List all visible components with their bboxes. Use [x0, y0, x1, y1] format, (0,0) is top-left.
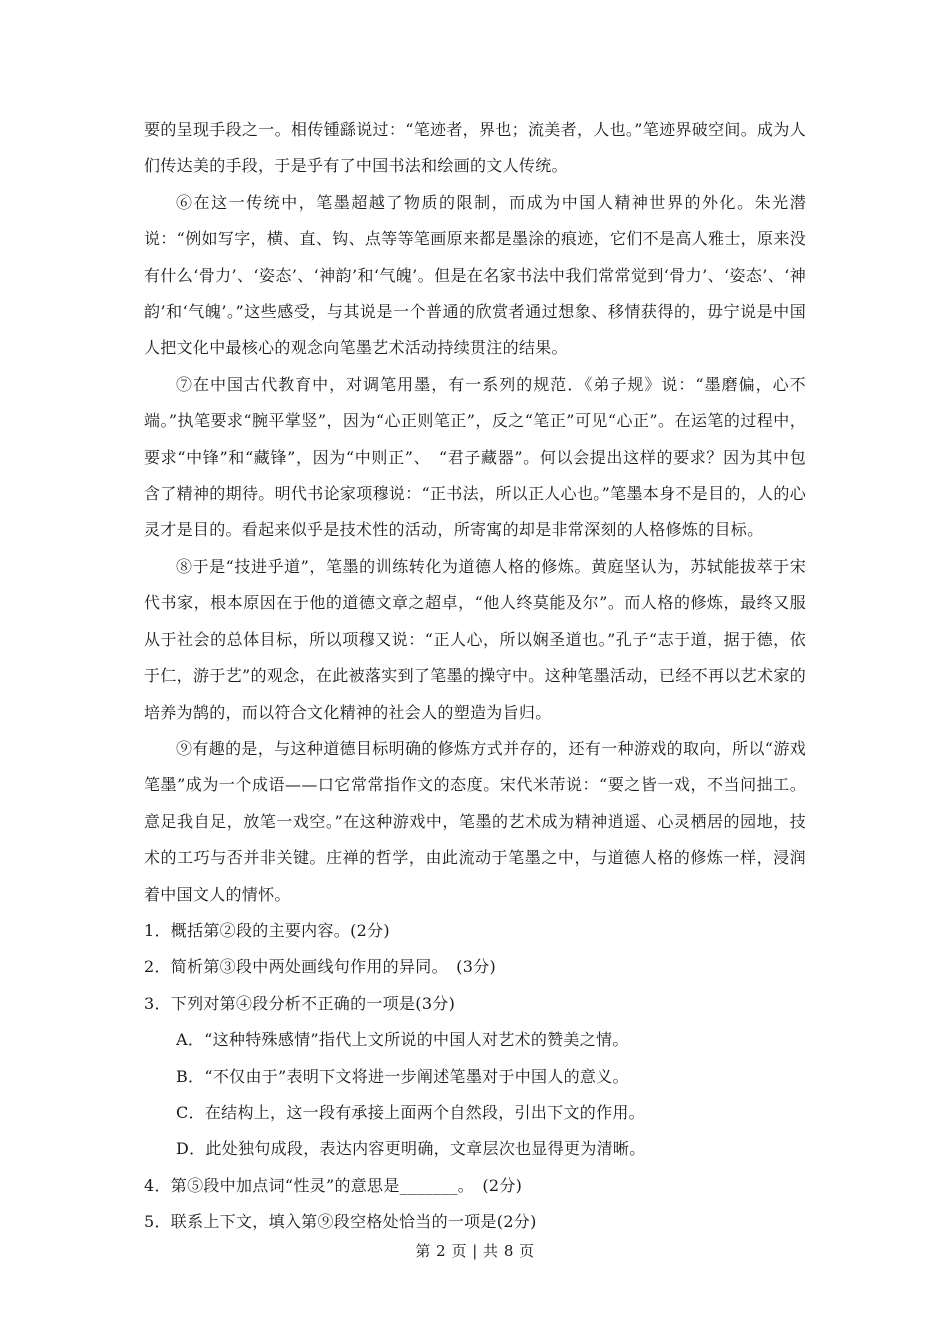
- question-5: 5．联系上下文，填入第⑨段空格处恰当的一项是(2分): [144, 1212, 537, 1232]
- option-a: A．“这种特殊感情”指代上文所说的中国人对艺术的赞美之情。: [176, 1030, 629, 1050]
- page-footer: 第 2 页 | 共 8 页: [415, 1242, 535, 1260]
- paragraph-continued: 要的呈现手段之一。相传锺繇说过：“笔迹者，界也；流美者，人也。”笔迹界破空间。成为人们传达美的手段，于是乎有了中国书法和绘画的文人传统。: [144, 120, 806, 176]
- option-d: D．此处独句成段，表达内容更明确，文章层次也显得更为清晰。: [176, 1139, 646, 1159]
- option-b: B．“不仅由于”表明下文将进一步阐述笔墨对于中国人的意义。: [176, 1066, 629, 1086]
- question-2: 2．简析第③段中两处画线句作用的异同。 (3分): [144, 957, 497, 977]
- paragraph-7: ⑦在中国古代教育中，对调笔用墨，有一系列的规范．《弟子规》说：“墨磨偏，心不端。”执笔要求“腕平掌竖”，因为“心正则笔正”，反之“笔正”可见“心正”。在运笔的过程中，要求“中锋”和“藏锋”，因为“中则正”、 “君子藏器”。何以会提出这样的要求？因为其中包含了精神的期待。明代书论家项穆说：“正书法，所以正人心也。”笔墨本身不是目的，人的心灵才是目的。看起来似乎是技术性的活动，所寄寓的却是非常深刻的人格修炼的目标。: [144, 374, 806, 540]
- question-4: 4．第⑤段中加点词“性灵”的意思是_______。 (2分): [144, 1175, 523, 1195]
- paragraph-9: ⑨有趣的是，与这种道德目标明确的修炼方式并存的，还有一种游戏的取向，所以“游戏笔墨”成为一个成语——口它常常指作文的态度。宋代米芾说：“要之皆一戏，不当问拙工。意足我自足，放笔一戏空。”在这种游戏中，笔墨的艺术成为精神逍遥、心灵栖居的园地，技术的工巧与否并非关键。庄禅的哲学，由此流动于笔墨之中，与道德人格的修炼一样，浸润着中国文人的情怀。: [144, 738, 806, 904]
- option-c: C．在结构上，这一段有承接上面两个自然段，引出下文的作用。: [176, 1102, 645, 1122]
- question-3: 3．下列对第④段分析不正确的一项是(3分): [144, 993, 456, 1013]
- page-content: [144, 112, 806, 1241]
- question-1: 1．概括第②段的主要内容。(2分): [144, 920, 390, 940]
- paragraph-8: ⑧于是“技进乎道”，笔墨的训练转化为道德人格的修炼。黄庭坚认为，苏轼能拔萃于宋代书家，根本原因在于他的道德文章之超卓，“他人终莫能及尔”。而人格的修炼，最终又服从于社会的总体目标，所以项穆又说：“正人心，所以娴圣道也。”孔子“志于道，据于德，依于仁，游于艺”的观念，在此被落实到了笔墨的操守中。这种笔墨活动，已经不再以艺术家的培养为鹄的，而以符合文化精神的社会人的塑造为旨归。: [144, 556, 806, 722]
- paragraph-6: ⑥在这一传统中，笔墨超越了物质的限制，而成为中国人精神世界的外化。朱光潜说：“例如写字，横、直、钩、点等等笔画原来都是墨涂的痕迹，它们不是高人雅士，原来没有什么‘骨力’、‘姿态’、‘神韵’和‘气魄’。但是在名家书法中我们常常觉到‘骨力’、‘姿态’、‘神韵’和‘气魄’。”这些感受，与其说是一个普通的欣赏者通过想象、移情获得的，毋宁说是中国人把文化中最核心的观念向笔墨艺术活动持续贯注的结果。: [144, 192, 806, 358]
